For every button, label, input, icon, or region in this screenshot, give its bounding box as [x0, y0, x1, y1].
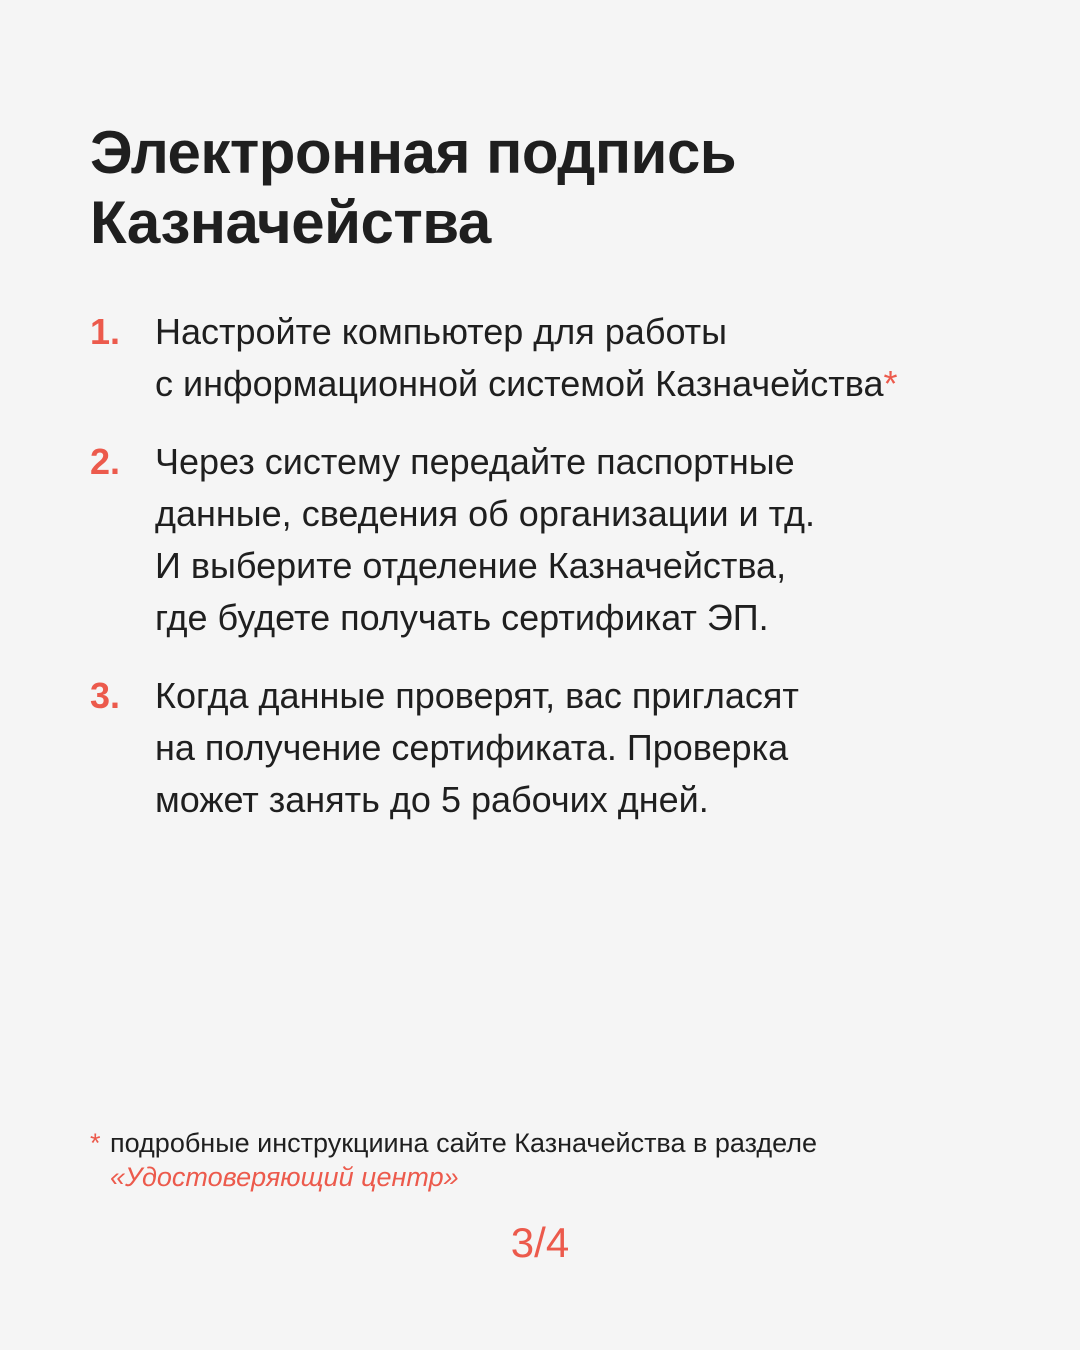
step-1 [90, 306, 1020, 410]
step-line: где будете получать сертификат ЭП. [155, 597, 769, 638]
certification-center-link[interactable]: «Удостоверяющий центр» [110, 1162, 459, 1192]
footnote-star: * [90, 1128, 101, 1158]
step-line [155, 358, 1020, 410]
step-line: И выберите отделение Казначейства, [155, 545, 787, 586]
page-title [90, 118, 736, 258]
title-line-2: Казначейства [90, 189, 491, 256]
step-text [155, 306, 1020, 410]
step-line: данные, сведения об организации и тд. [155, 493, 815, 534]
step-number: 2. [90, 441, 121, 482]
steps-list [90, 306, 1020, 852]
step-line: на получение сертификата. Проверка [155, 727, 789, 768]
step-text [155, 670, 1020, 826]
step-3 [90, 670, 1020, 826]
step-line-text: с информационной системой Казначейства [155, 363, 884, 404]
footnote-text: подробные инструкциина сайте Казначейства в разделе [110, 1128, 817, 1158]
footnote [90, 1126, 1020, 1194]
step-2 [90, 436, 1020, 644]
step-number: 3. [90, 675, 121, 716]
page-counter: 3/4 [510, 1219, 570, 1266]
step-text [155, 436, 1020, 644]
title-line-1: Электронная подпись [90, 119, 737, 186]
step-line: может занять до 5 рабочих дней. [155, 779, 709, 820]
step-line: Когда данные проверят, вас пригласят [155, 675, 799, 716]
step-line: Настройте компьютер для работы [155, 311, 728, 352]
footnote-asterisk: * [883, 363, 898, 404]
step-number: 1. [90, 311, 121, 352]
step-line: Через систему передайте паспортные [155, 441, 795, 482]
